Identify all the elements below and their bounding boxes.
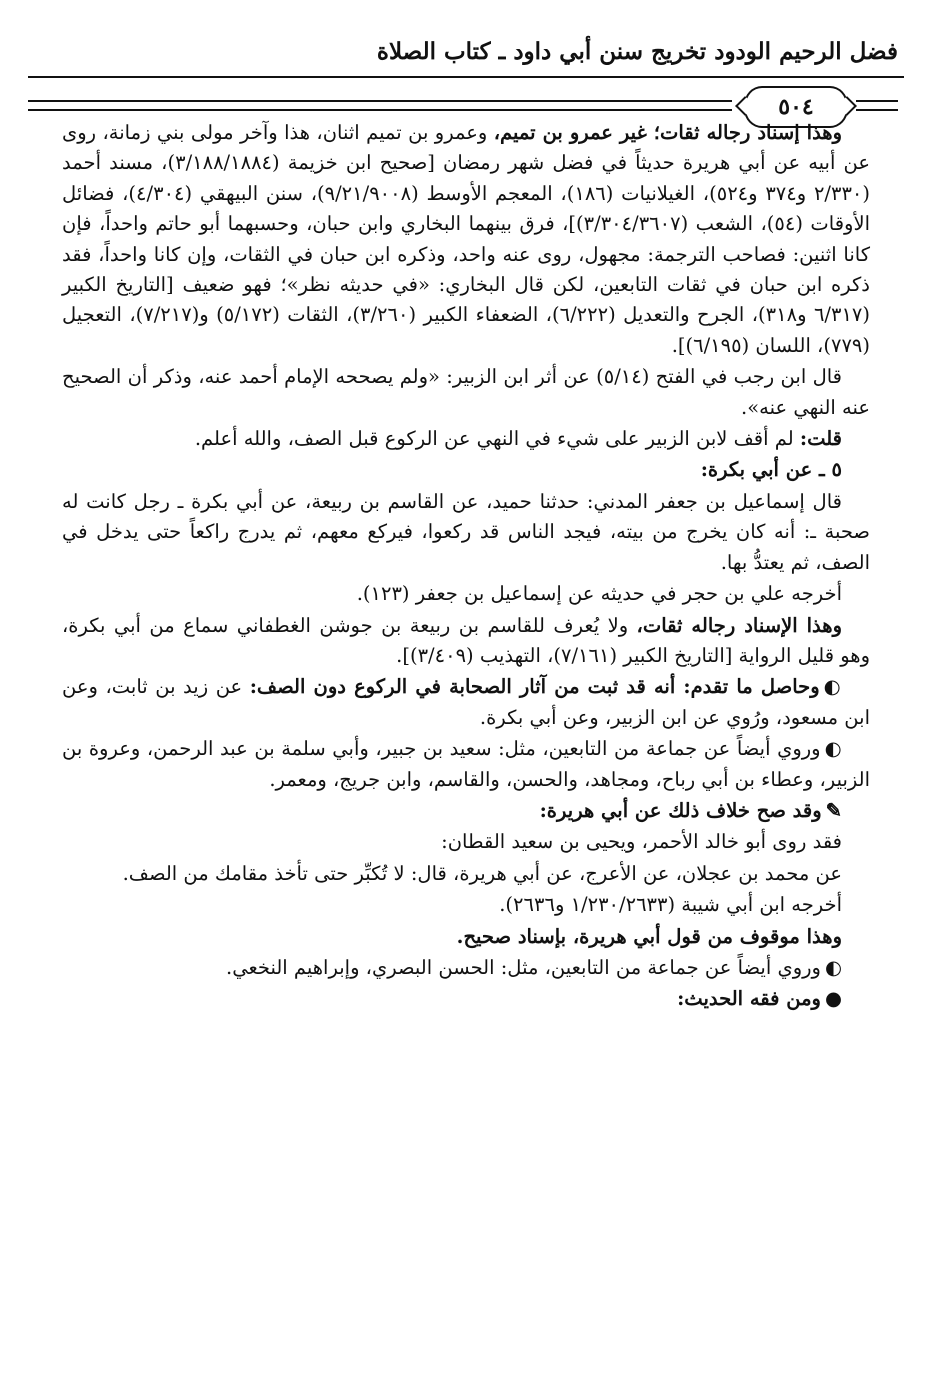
paragraph-text: ولا يُعرف للقاسم بن ربيعة بن جوشن الغطفاني سماع من أبي بكرة، وهو قليل الرواية [التاريخ الكبير (٧/١٦١)، التهذيب (٣/٤٠٩)]. (62, 613, 870, 667)
paragraph-text: قال ابن رجب في الفتح (٥/١٤) عن أثر ابن الزبير: «ولم يصححه الإمام أحمد عنه، وذكر أن الصحيح عنه النهي عنه». (62, 365, 870, 419)
paragraph-text: أخرجه ابن أبي شيبة (١/٢٣٠/٢٦٣٣ و٢٦٣٦). (499, 893, 842, 917)
page-header (28, 32, 904, 120)
bold-lead: وهذا الإسناد رجاله ثقات، (636, 613, 842, 637)
header-ornament-right (856, 100, 898, 111)
paragraph-marker-icon: ◐ (824, 955, 842, 979)
paragraph-text: وروي أيضاً عن جماعة من التابعين، مثل: سعيد بن جبير، وأبي سلمة بن عبد الرحمن، وعروة بن الزبير، وعطاء بن أبي رباح، ومجاهد، والحسن، والقاسم، وابن جريج، ومعمر. (62, 737, 870, 791)
paragraph-text: لم أقف لابن الزبير على شيء في النهي عن الركوع قبل الصف، والله أعلم. (194, 427, 800, 451)
paragraph (62, 487, 870, 578)
paragraph (62, 796, 870, 826)
bold-lead: ومن فقه الحديث: (677, 987, 821, 1011)
page-number-text: ٥٠٤ (778, 94, 814, 120)
header-ornament-left (28, 100, 732, 111)
running-title: فضل الرحيم الودود تخريج سنن أبي داود ـ كتاب الصلاة (376, 38, 898, 65)
paragraph-marker-icon: ✎ (825, 798, 842, 822)
paragraph (62, 611, 870, 672)
bold-lead: وقد صح خلاف ذلك عن أبي هريرة: (539, 798, 822, 822)
paragraph (62, 424, 870, 454)
paragraph-text: وعمرو بن تميم اثنان، هذا وآخر مولى بني زمانة، روى عن أبيه عن أبي هريرة حديثاً في فضل شهر رمضان [صحيح ابن خزيمة (٣/١٨٨/١٨٨٤)، مسند أحمد (٢/٣٣٠ و٣٧٤ و٥٢٤)، الغيلانيات (١٨٦)، المعجم الأوسط (٩/٢١/٩٠٠٨)، سنن البيهقي (٤/٣٠٤)، فضائل الأوقات (٥٤)، الشعب (٣/٣٠٤/٣٦٠٧)]، فرق بينهما البخاري وابن حبان، وحسبهما أبو حاتم واحداً، فإن كانا اثنين: فصاحب الترجمة: مجهول، روى عنه واحد، وذكره ابن حبان في الثقات، وإن كانا واحداً، فقد ذكره ابن حبان في ثقات التابعين، لكن قال البخاري: «في حديثه نظر»؛ فهو ضعيف [التاريخ الكبير (٦/٣١٧ و٣١٨)، الجرح والتعديل (٦/٢٢٢)، الضعفاء الكبير (٣/٢٦٠)، الثقات (٥/١٧٢) و(٧/٢١٧)، التعجيل (٧٧٩)، اللسان (٦/١٩٥)]. (62, 121, 871, 357)
paragraph-text: أخرجه علي بن حجر في حديثه عن إسماعيل بن جعفر (١٢٣). (356, 582, 842, 606)
paragraph (62, 672, 870, 733)
paragraph-text: وروي أيضاً عن جماعة من التابعين، مثل: الحسن البصري، وإبراهيم النخعي. (226, 955, 821, 979)
paragraph-text: قال إسماعيل بن جعفر المدني: حدثنا حميد، عن القاسم بن ربيعة، عن أبي بكرة ـ رجل كانت له صحبة ـ: أنه كان يخرج من بيته، فيجد الناس قد ركعوا، فيركع معهم، ثم يدرج راكعاً حتى يدخل في الصف، ثم يعتدُّ بها. (62, 489, 870, 574)
paragraph (62, 890, 870, 920)
paragraph (62, 455, 870, 485)
paragraph (62, 579, 870, 609)
paragraph (62, 362, 870, 423)
header-rule (28, 76, 904, 78)
paragraph-text: عن محمد بن عجلان، عن الأعرج، عن أبي هريرة، قال: لا تُكبِّر حتى تأخذ مقامك من الصف. (122, 861, 842, 885)
bold-lead: ٥ ـ عن أبي بكرة: (700, 458, 842, 482)
paragraph (62, 118, 870, 361)
body-text (62, 118, 870, 1016)
paragraph-text: عن زيد بن ثابت، وعن ابن مسعود، ورُوي عن ابن الزبير، وعن أبي بكرة. (62, 675, 870, 729)
paragraph-marker-icon: ● (824, 987, 842, 1011)
paragraph (62, 859, 870, 889)
paragraph (62, 984, 870, 1014)
paragraph-marker-icon: ◐ (823, 675, 842, 699)
bold-lead: وهذا موقوف من قول أبي هريرة، بإسناد صحيح. (456, 924, 842, 948)
bold-lead: وحاصل ما تقدم: أنه قد ثبت من آثار الصحابة في الركوع دون الصف: (249, 675, 820, 699)
paragraph (62, 827, 870, 857)
paragraph-marker-icon: ◐ (824, 737, 842, 761)
bold-lead: وهذا إسناد رجاله ثقات؛ غير عمرو بن تميم، (493, 121, 843, 144)
paragraph-text: فقد روى أبو خالد الأحمر، ويحيى بن سعيد القطان: (441, 830, 842, 854)
paragraph (62, 922, 870, 952)
paragraph (62, 734, 870, 795)
bold-lead: قلت: (799, 427, 842, 451)
paragraph (62, 953, 870, 983)
